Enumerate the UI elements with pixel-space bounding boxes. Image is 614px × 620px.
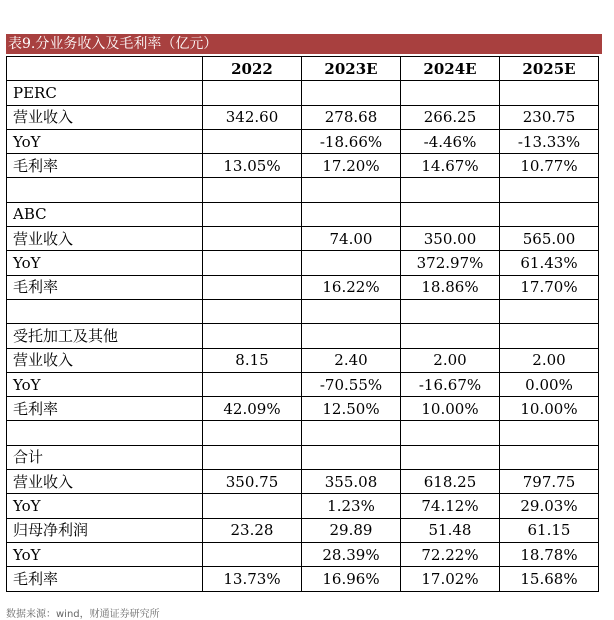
value-cell [302, 299, 401, 323]
value-cell [401, 324, 500, 348]
value-cell: 372.97% [401, 251, 500, 275]
value-cell: 15.68% [500, 567, 599, 591]
table-row [7, 202, 599, 226]
value-cell: 0.00% [500, 372, 599, 396]
value-cell [500, 81, 599, 105]
value-cell [401, 178, 500, 202]
table-row [7, 275, 599, 299]
row-label-cell [7, 421, 203, 445]
value-cell: 16.22% [302, 275, 401, 299]
header-row [7, 57, 599, 81]
table-row [7, 518, 599, 542]
value-cell [500, 178, 599, 202]
row-label-cell [7, 178, 203, 202]
value-cell [203, 372, 302, 396]
value-cell [500, 421, 599, 445]
value-cell [302, 81, 401, 105]
header-cell-blank [7, 57, 203, 81]
table-row [7, 567, 599, 591]
value-cell: 17.20% [302, 154, 401, 178]
value-cell [500, 299, 599, 323]
header-cell-2024e: 2024E [401, 57, 500, 81]
value-cell: -70.55% [302, 372, 401, 396]
row-label-cell: YoY [7, 542, 203, 566]
value-cell [203, 81, 302, 105]
value-cell: 618.25 [401, 470, 500, 494]
value-cell: 350.00 [401, 227, 500, 251]
value-cell: 13.73% [203, 567, 302, 591]
value-cell: 61.15 [500, 518, 599, 542]
value-cell: 72.22% [401, 542, 500, 566]
table-row [7, 81, 599, 105]
value-cell: 12.50% [302, 397, 401, 421]
header-cell-2025e: 2025E [500, 57, 599, 81]
row-label-cell: 受托加工及其他 [7, 324, 203, 348]
value-cell [302, 445, 401, 469]
value-cell: 278.68 [302, 105, 401, 129]
value-cell: 13.05% [203, 154, 302, 178]
value-cell: 17.70% [500, 275, 599, 299]
row-label-cell: 毛利率 [7, 154, 203, 178]
value-cell: 23.28 [203, 518, 302, 542]
row-label-cell: 营业收入 [7, 105, 203, 129]
value-cell: 10.00% [500, 397, 599, 421]
value-cell: 51.48 [401, 518, 500, 542]
value-cell [302, 178, 401, 202]
row-label-cell: 归母净利润 [7, 518, 203, 542]
table-row [7, 324, 599, 348]
value-cell: 2.00 [401, 348, 500, 372]
row-label-cell: 毛利率 [7, 567, 203, 591]
value-cell [500, 324, 599, 348]
value-cell: 230.75 [500, 105, 599, 129]
row-label-cell: PERC [7, 81, 203, 105]
value-cell: 29.03% [500, 494, 599, 518]
value-cell: 14.67% [401, 154, 500, 178]
value-cell: 74.12% [401, 494, 500, 518]
value-cell: 342.60 [203, 105, 302, 129]
value-cell [203, 275, 302, 299]
value-cell [500, 445, 599, 469]
value-cell [302, 421, 401, 445]
value-cell [203, 421, 302, 445]
value-cell: 8.15 [203, 348, 302, 372]
value-cell: 2.40 [302, 348, 401, 372]
value-cell: -4.46% [401, 129, 500, 153]
table-row [7, 299, 599, 323]
value-cell: 10.77% [500, 154, 599, 178]
table-row [7, 154, 599, 178]
value-cell [401, 445, 500, 469]
row-label-cell: 营业收入 [7, 227, 203, 251]
value-cell [203, 445, 302, 469]
row-label-cell: 毛利率 [7, 397, 203, 421]
value-cell: 18.78% [500, 542, 599, 566]
value-cell: 565.00 [500, 227, 599, 251]
table-row [7, 421, 599, 445]
row-label-cell [7, 299, 203, 323]
row-label-cell: YoY [7, 494, 203, 518]
value-cell [500, 202, 599, 226]
table-row [7, 397, 599, 421]
table-row [7, 178, 599, 202]
table-row [7, 470, 599, 494]
value-cell [203, 542, 302, 566]
value-cell [401, 421, 500, 445]
table-row [7, 445, 599, 469]
value-cell [401, 299, 500, 323]
value-cell [203, 299, 302, 323]
value-cell: 797.75 [500, 470, 599, 494]
row-label-cell: 营业收入 [7, 348, 203, 372]
value-cell [203, 227, 302, 251]
table-row [7, 372, 599, 396]
value-cell: 28.39% [302, 542, 401, 566]
value-cell: -13.33% [500, 129, 599, 153]
value-cell: -16.67% [401, 372, 500, 396]
row-label-cell: 毛利率 [7, 275, 203, 299]
value-cell [401, 202, 500, 226]
value-cell: 1.23% [302, 494, 401, 518]
table-row [7, 348, 599, 372]
value-cell [203, 178, 302, 202]
table-row [7, 542, 599, 566]
value-cell [203, 202, 302, 226]
row-label-cell: YoY [7, 372, 203, 396]
value-cell: -18.66% [302, 129, 401, 153]
table-row [7, 129, 599, 153]
source-note: 数据来源：wind，财通证券研究所 [6, 609, 160, 620]
table-row [7, 227, 599, 251]
value-cell [302, 202, 401, 226]
table-row [7, 251, 599, 275]
row-label-cell: YoY [7, 251, 203, 275]
table-row [7, 105, 599, 129]
value-cell: 61.43% [500, 251, 599, 275]
value-cell [203, 324, 302, 348]
value-cell: 74.00 [302, 227, 401, 251]
value-cell [401, 81, 500, 105]
value-cell: 18.86% [401, 275, 500, 299]
header-cell-2022: 2022 [203, 57, 302, 81]
value-cell [302, 324, 401, 348]
value-cell: 29.89 [302, 518, 401, 542]
value-cell: 10.00% [401, 397, 500, 421]
row-label-cell: ABC [7, 202, 203, 226]
table-title: 表9.分业务收入及毛利率（亿元） [6, 34, 602, 54]
table-row [7, 494, 599, 518]
value-cell [302, 251, 401, 275]
value-cell [203, 129, 302, 153]
row-label-cell: 合计 [7, 445, 203, 469]
value-cell: 266.25 [401, 105, 500, 129]
row-label-cell: YoY [7, 129, 203, 153]
value-cell: 42.09% [203, 397, 302, 421]
value-cell: 16.96% [302, 567, 401, 591]
value-cell: 17.02% [401, 567, 500, 591]
value-cell: 355.08 [302, 470, 401, 494]
value-cell [203, 494, 302, 518]
value-cell [203, 251, 302, 275]
value-cell: 2.00 [500, 348, 599, 372]
value-cell: 350.75 [203, 470, 302, 494]
header-cell-2023e: 2023E [302, 57, 401, 81]
row-label-cell: 营业收入 [7, 470, 203, 494]
revenue-margin-table [6, 56, 599, 592]
